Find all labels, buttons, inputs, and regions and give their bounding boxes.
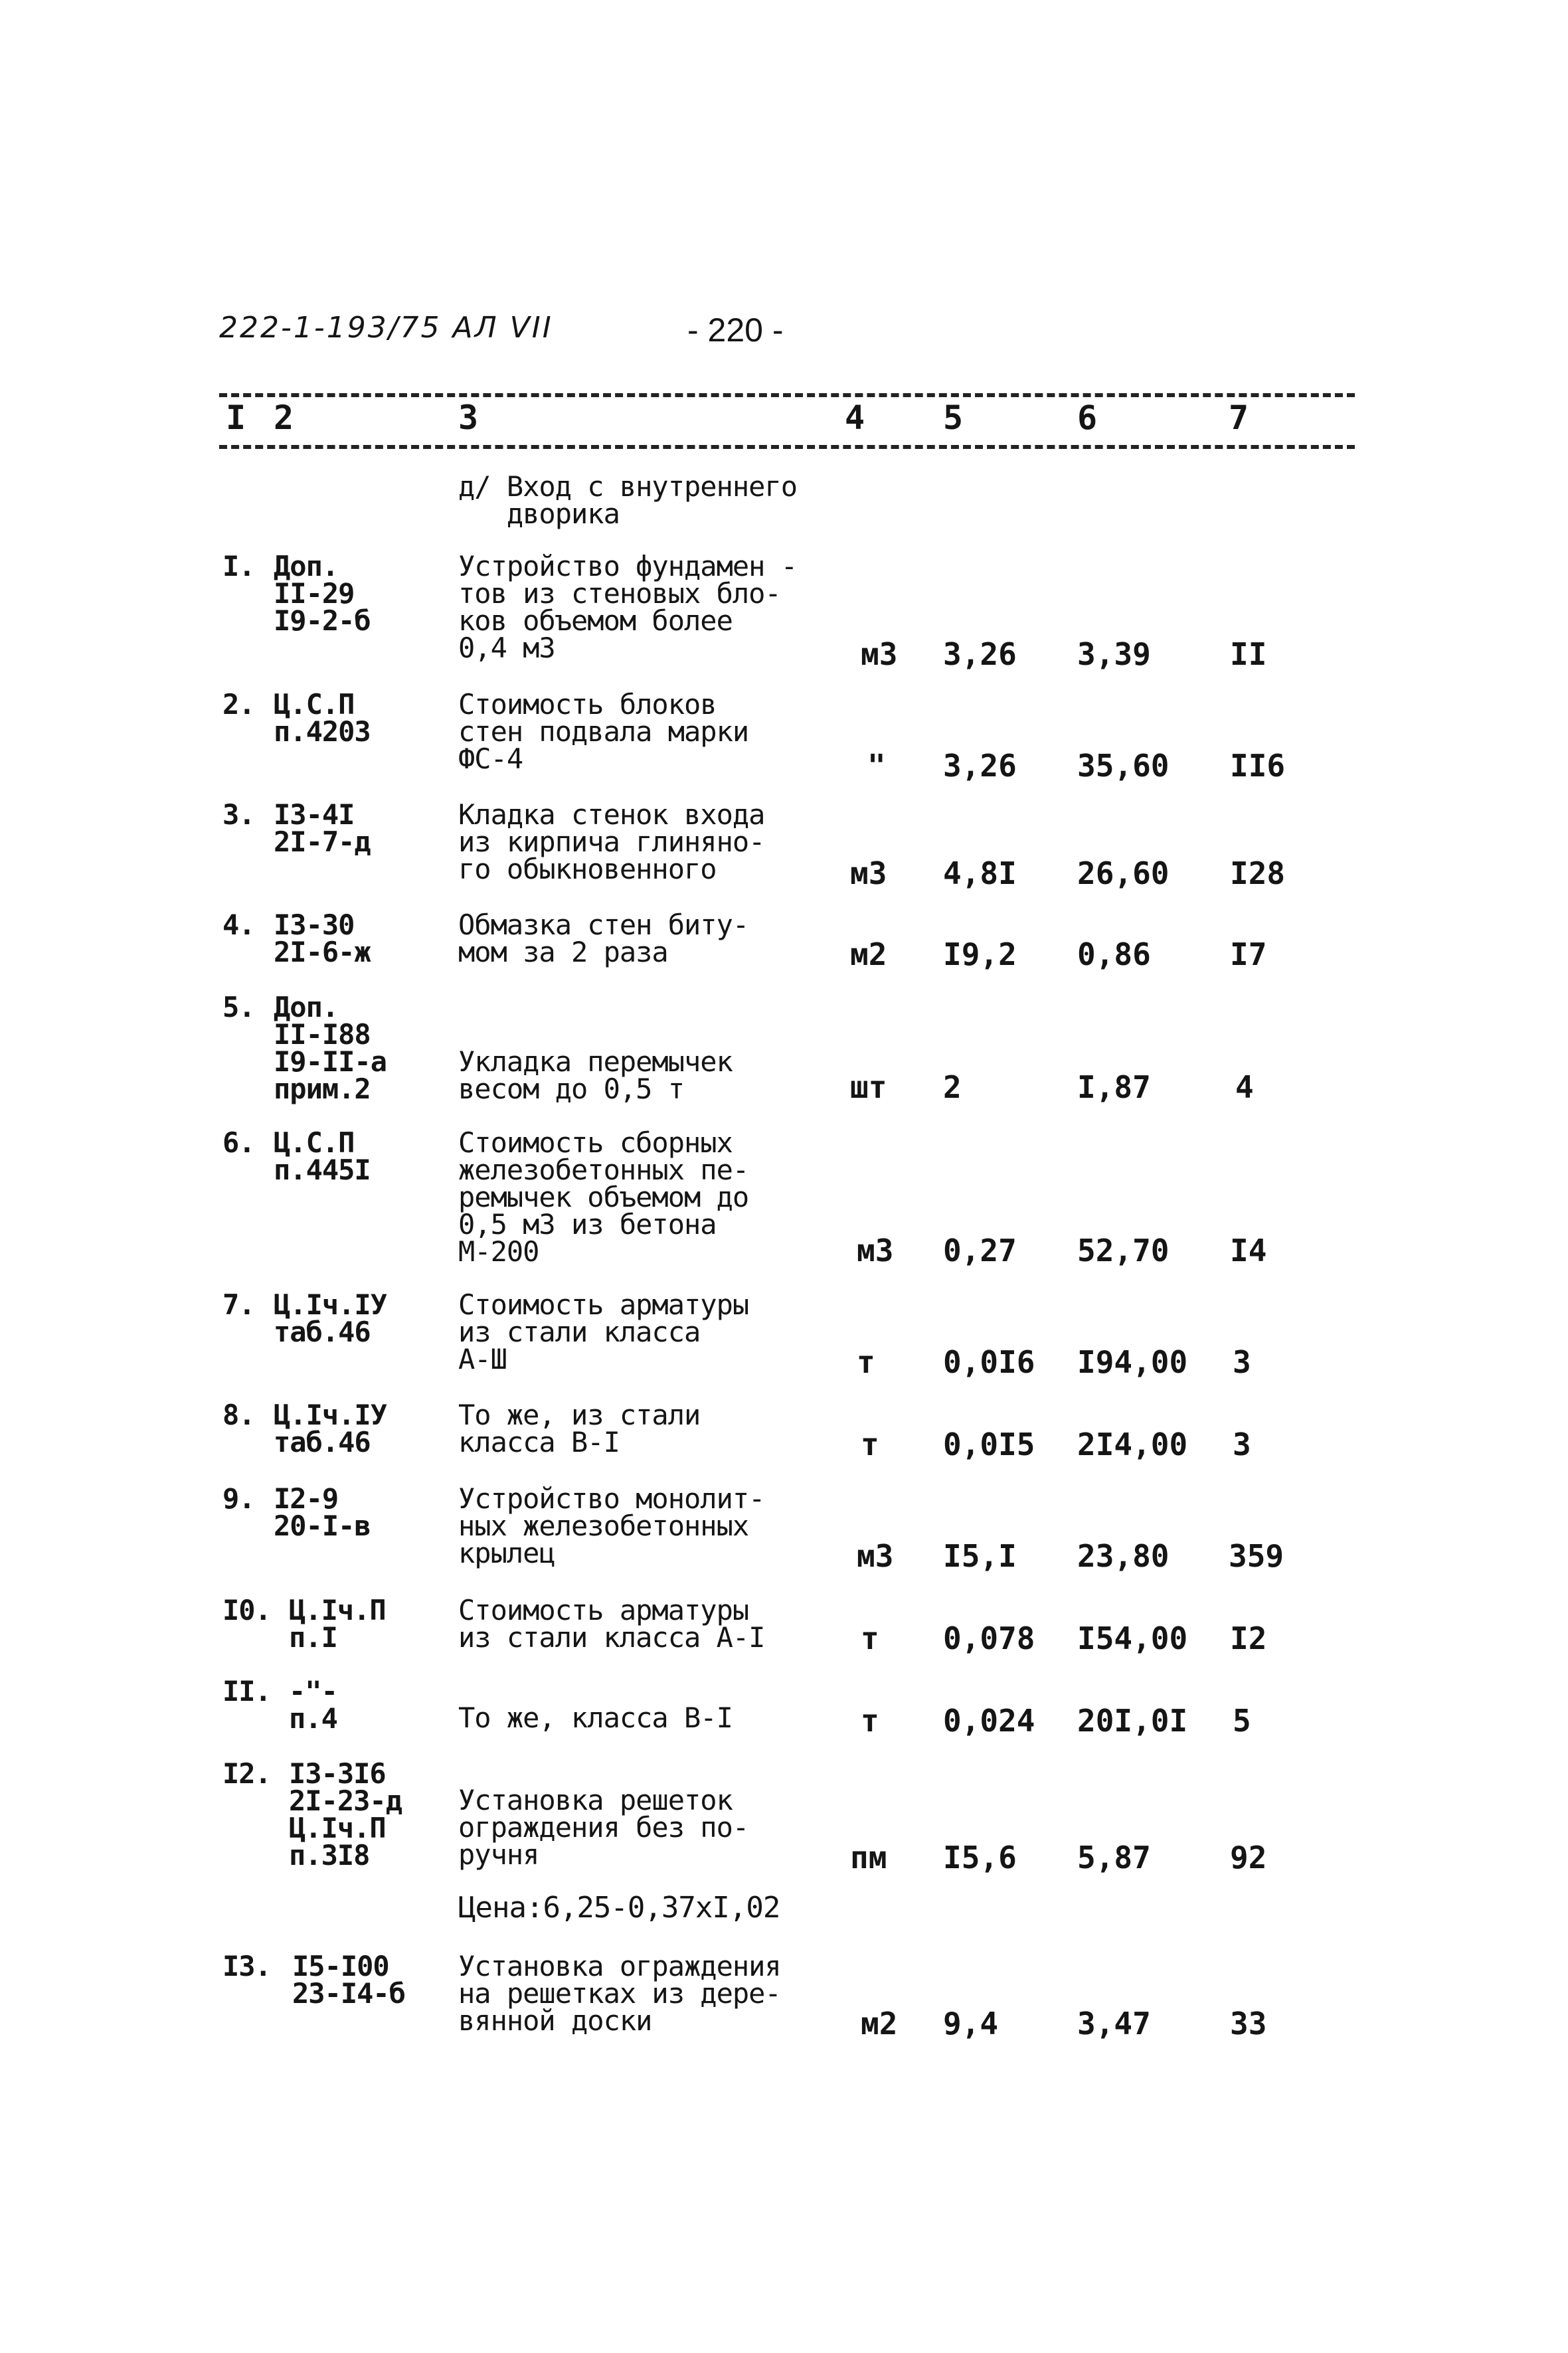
row-4-quantity: I9,2	[943, 936, 1017, 972]
row-4-description: Обмазка стен биту- мом за 2 раза	[458, 909, 749, 968]
col-header-5: 5	[943, 398, 964, 437]
col-header-6: 6	[1077, 398, 1098, 437]
row-10-number: I0.	[222, 1594, 271, 1626]
header-bottom-rule	[219, 445, 1355, 449]
row-7-code: Ц.Iч.IУ таб.46	[274, 1288, 387, 1348]
row-10-description: Стоимость арматуры из стали класса А-I	[458, 1594, 765, 1654]
section-heading: д/ Вход с внутреннего дворика	[458, 470, 798, 530]
row-7-price: I94,00	[1077, 1344, 1188, 1380]
row-13-number: I3.	[222, 1950, 271, 1982]
row-13-description: Установка ограждения на решетках из дере- вянной доски	[458, 1950, 781, 2037]
row-1-description: Устройство фундамен - тов из стеновых бло- ков объемом более 0,4 м3	[458, 550, 798, 664]
row-5-code: Доп. II-I88 I9-II-а прим.2	[274, 991, 387, 1105]
row-3-code: I3-4I 2I-7-д	[274, 798, 371, 858]
row-7-number: 7.	[222, 1288, 255, 1321]
row-11-description: То же, класса В-I	[458, 1701, 733, 1734]
row-12-unit: пм	[850, 1840, 887, 1875]
row-12-code: I3-3I6 2I-23-д Ц.Iч.П п.3I8	[289, 1757, 402, 1872]
col-header-1: I	[226, 398, 246, 437]
row-9-number: 9.	[222, 1482, 255, 1515]
row-9-total: 359	[1229, 1538, 1284, 1574]
row-11-quantity: 0,024	[943, 1703, 1035, 1739]
row-8-total: 3	[1233, 1427, 1251, 1462]
row-11-number: II.	[222, 1675, 271, 1707]
row-4-price: 0,86	[1077, 936, 1151, 972]
row-6-description: Стоимость сборных железобетонных пе- ремычек объемом до 0,5 м3 из бетона М-200	[458, 1126, 749, 1268]
row-6-quantity: 0,27	[943, 1233, 1017, 1268]
row-2-number: 2.	[222, 688, 255, 721]
row-3-description: Кладка стенок входа из кирпича глиняно- го обыкновенного	[458, 798, 765, 885]
row-3-unit: м3	[850, 855, 887, 891]
row-11-code: -"- п.4	[289, 1675, 337, 1735]
col-header-3: 3	[458, 398, 479, 437]
header-top-rule	[219, 393, 1355, 397]
row-5-quantity: 2	[943, 1069, 962, 1105]
row-10-price: I54,00	[1077, 1620, 1188, 1656]
row-8-quantity: 0,0I5	[943, 1427, 1035, 1462]
row-6-unit: м3	[857, 1233, 894, 1268]
row-4-code: I3-30 2I-6-ж	[274, 909, 371, 968]
row-5-number: 5.	[222, 991, 255, 1023]
row-8-code: Ц.Iч.IУ таб.46	[274, 1399, 387, 1458]
row-13-total: 33	[1230, 2006, 1267, 2042]
row-10-code: Ц.Iч.П п.I	[289, 1594, 386, 1654]
row-2-description: Стоимость блоков стен подвала марки ФС-4	[458, 688, 749, 775]
row-11-total: 5	[1233, 1703, 1251, 1739]
row-5-description: Укладка перемычек весом до 0,5 т	[458, 1045, 733, 1105]
row-12-total: 92	[1230, 1840, 1267, 1875]
row-13-quantity: 9,4	[943, 2006, 999, 2042]
row-7-quantity: 0,0I6	[943, 1344, 1035, 1380]
row-8-unit: т	[861, 1427, 879, 1462]
col-header-7: 7	[1229, 398, 1249, 437]
row-1-price: 3,39	[1077, 636, 1151, 672]
row-5-unit: шт	[850, 1069, 887, 1105]
row-12-number: I2.	[222, 1757, 271, 1790]
row-7-unit: т	[857, 1344, 875, 1380]
row-6-total: I4	[1230, 1233, 1267, 1268]
page-number: - 220 -	[687, 311, 784, 349]
row-1-unit: м3	[861, 636, 898, 672]
row-10-unit: т	[861, 1620, 879, 1656]
row-12-price: 5,87	[1077, 1840, 1151, 1875]
row-7-total: 3	[1233, 1344, 1251, 1380]
row-13-price: 3,47	[1077, 2006, 1151, 2042]
row-11-unit: т	[861, 1703, 879, 1739]
row-9-code: I2-9 20-I-в	[274, 1482, 371, 1542]
row-1-number: I.	[222, 550, 255, 582]
row-6-code: Ц.С.П п.445I	[274, 1126, 371, 1186]
row-11-price: 20I,0I	[1077, 1703, 1188, 1739]
row-9-unit: м3	[857, 1538, 894, 1574]
row-2-quantity: 3,26	[943, 748, 1017, 784]
row-3-price: 26,60	[1077, 855, 1170, 891]
row-10-total: I2	[1230, 1620, 1267, 1656]
row-1-code: Доп. II-29 I9-2-б	[274, 550, 371, 637]
row-8-description: То же, из стали класса В-I	[458, 1399, 701, 1458]
row-6-price: 52,70	[1077, 1233, 1170, 1268]
row-1-total: II	[1230, 636, 1267, 672]
row-4-number: 4.	[222, 909, 255, 941]
col-header-2: 2	[274, 398, 294, 437]
row-7-description: Стоимость арматуры из стали класса А-Ш	[458, 1288, 749, 1375]
row-8-number: 8.	[222, 1399, 255, 1431]
row-12-quantity: I5,6	[943, 1840, 1017, 1875]
row-9-description: Устройство монолит- ных железобетонных крылец	[458, 1482, 765, 1569]
document-code: 222-1-193/75 АЛ VII	[219, 311, 553, 345]
row-3-total: I28	[1230, 855, 1286, 891]
row-1-quantity: 3,26	[943, 636, 1017, 672]
row-5-total: 4	[1235, 1069, 1254, 1105]
row-10-quantity: 0,078	[943, 1620, 1035, 1656]
row-13-code: I5-I00 23-I4-б	[292, 1950, 406, 2010]
col-header-4: 4	[845, 398, 865, 437]
row-13-unit: м2	[861, 2006, 898, 2042]
row-2-code: Ц.С.П п.4203	[274, 688, 371, 748]
row-9-quantity: I5,I	[943, 1538, 1017, 1574]
row-4-total: I7	[1230, 936, 1267, 972]
row-3-number: 3.	[222, 798, 255, 831]
row-12-description: Установка решеток ограждения без по- ручня	[458, 1784, 749, 1871]
row-8-price: 2I4,00	[1077, 1427, 1188, 1462]
row-9-price: 23,80	[1077, 1538, 1170, 1574]
row-2-unit: "	[867, 748, 886, 784]
row-3-quantity: 4,8I	[943, 855, 1017, 891]
row-6-number: 6.	[222, 1126, 255, 1159]
price-note: Цена:6,25-0,37хI,02	[458, 1891, 780, 1925]
row-2-price: 35,60	[1077, 748, 1170, 784]
row-2-total: II6	[1230, 748, 1286, 784]
row-4-unit: м2	[850, 936, 887, 972]
row-5-price: I,87	[1077, 1069, 1151, 1105]
